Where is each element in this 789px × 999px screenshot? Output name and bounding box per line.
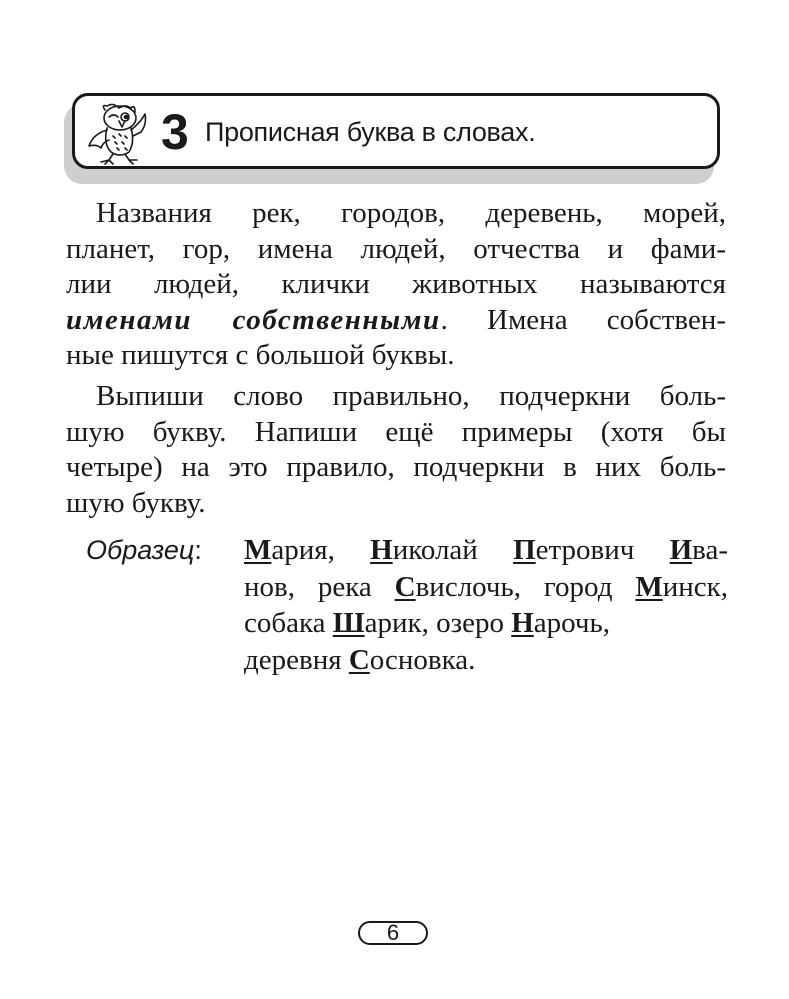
- task-header: [72, 93, 720, 169]
- underlined-capital: Н: [370, 534, 393, 566]
- sample-examples: [244, 532, 728, 678]
- underlined-capital: Ш: [332, 607, 365, 639]
- underlined-capital: Н: [511, 607, 534, 639]
- text-line: Названия рек, городов, деревень, морей,: [96, 197, 726, 229]
- text-line: Выпиши слово правильно, подчеркни боль-: [96, 380, 726, 412]
- underlined-capital: С: [348, 643, 370, 676]
- text-line: шую букву.: [66, 486, 206, 519]
- text-line: ные пишутся с большой буквы.: [66, 339, 455, 371]
- sample-line: нов, река Свислочь, город Минск,: [244, 570, 728, 603]
- sample-line: деревня Сосновка.: [244, 643, 476, 676]
- underlined-capital: И: [669, 534, 693, 566]
- sample-line: собака Шарик, озеро Нарочь,: [244, 607, 610, 639]
- underlined-capital: С: [394, 570, 416, 603]
- text-line: четыре) на это правило, подчеркни в них боль-: [66, 451, 726, 483]
- text-line: [66, 303, 726, 339]
- text-line: шую букву. Напиши ещё примеры (хотя бы: [66, 415, 726, 448]
- text-fragment: . Имена собствен-: [440, 303, 726, 336]
- rule-paragraph: [66, 196, 726, 374]
- sample-line: Мария, Николай Петрович Ива-: [244, 534, 729, 566]
- underlined-capital: П: [513, 534, 536, 566]
- task-number: 3: [161, 104, 189, 160]
- text-line: планет, гор, имена людей, отчества и фами-: [66, 232, 726, 265]
- underlined-capital: М: [244, 534, 272, 566]
- task-title: Прописная буква в словах.: [205, 117, 536, 147]
- task-instructions: [66, 379, 726, 521]
- page-number: 6: [358, 921, 428, 945]
- term-proper-nouns: именами собственными: [66, 303, 441, 336]
- underlined-capital: М: [635, 570, 663, 603]
- sample-label: Образец:: [86, 535, 202, 565]
- text-line: лии людей, клички животных называются: [66, 268, 726, 300]
- owl-mascot-icon: [85, 100, 155, 166]
